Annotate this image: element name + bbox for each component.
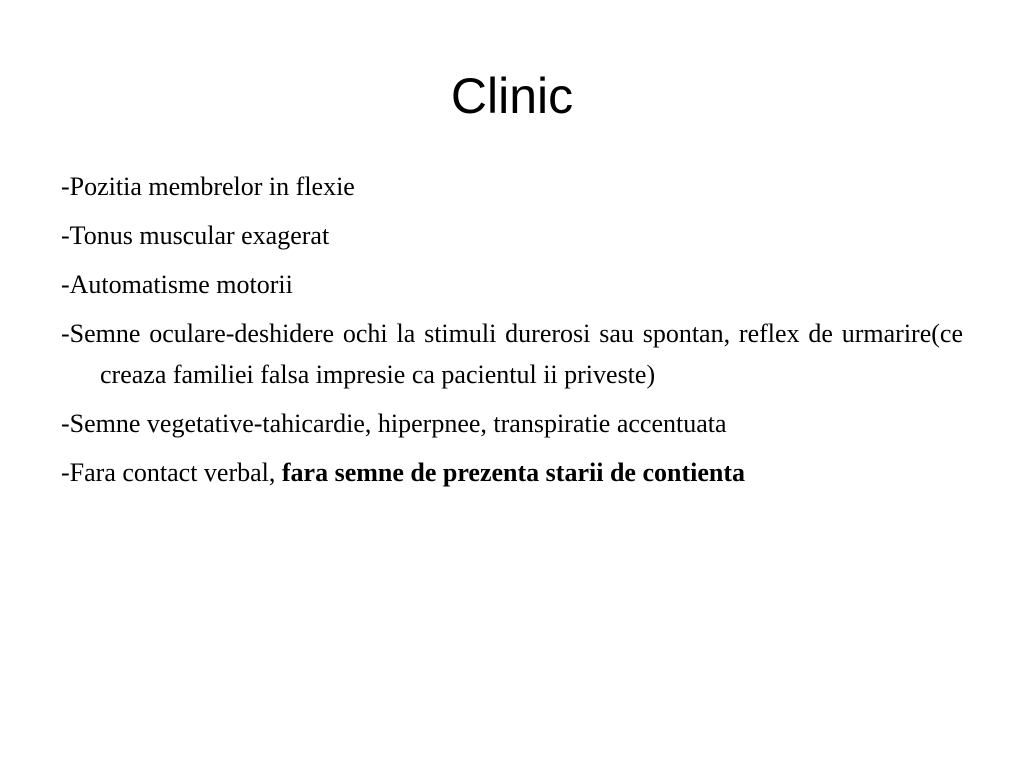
slide-title: Clinic [450, 68, 574, 124]
bullet-item-limb-position: -Pozitia membrelor in flexie [61, 172, 355, 201]
bullet-item-muscle-tone: -Tonus muscular exagerat [61, 221, 330, 250]
bullet-item-ocular-signs: -Semne oculare-deshidere ochi la stimuli durerosi sau spontan, reflex de urmarire(ce creaza familiei falsa impresie ca pacientul ii priveste) [61, 319, 963, 389]
bullet-item-vegetative-signs: -Semne vegetative-tahicardie, hiperpnee, transpiratie accentuata [61, 409, 727, 438]
bullet-item-verbal-contact-emphasis: fara semne de prezenta starii de contienta [281, 458, 745, 487]
bullet-item-verbal-contact-text: -Fara contact verbal, [61, 458, 282, 487]
bullet-item-verbal-contact [61, 452, 963, 493]
bullet-item-motor-automatisms: -Automatisme motorii [61, 270, 293, 299]
bullet-list [61, 166, 963, 501]
